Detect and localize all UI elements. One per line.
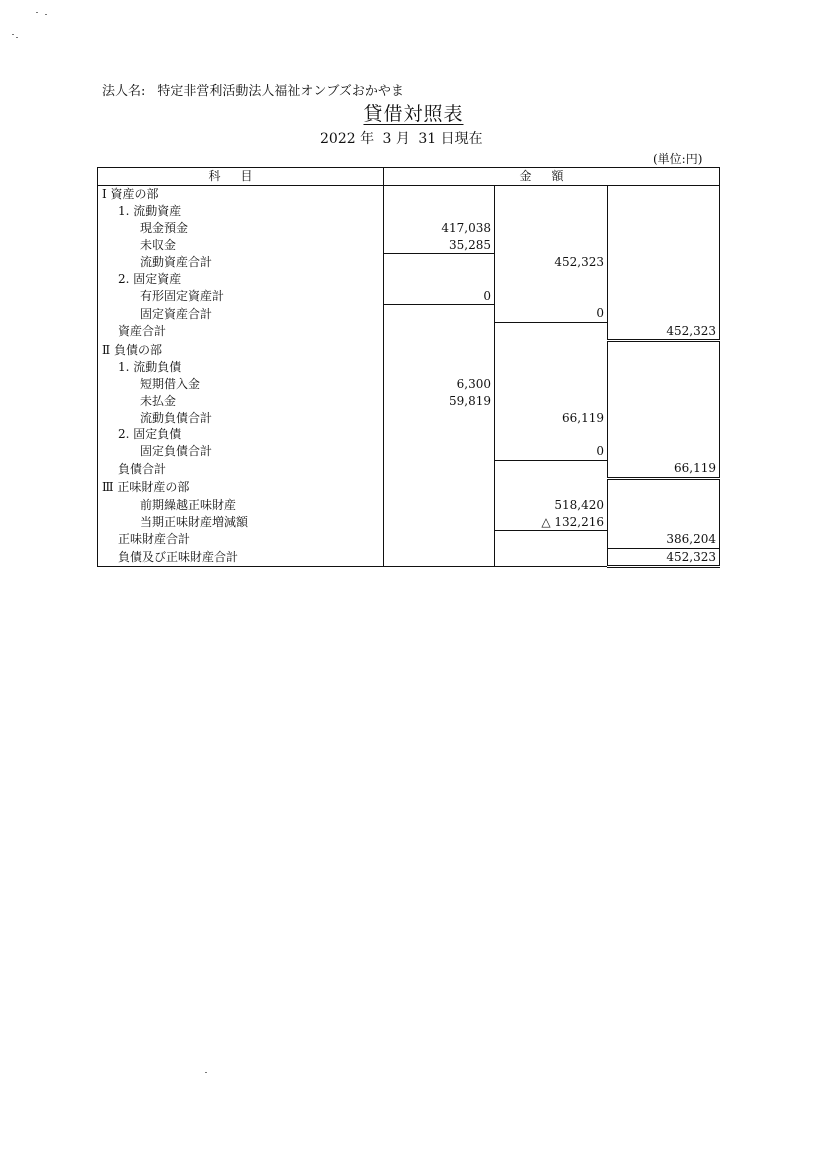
table-row bbox=[98, 548, 720, 567]
amount-col-2 bbox=[495, 271, 608, 288]
document-title bbox=[0, 99, 827, 126]
amount-col-3: 386,204 bbox=[608, 531, 720, 548]
balance-sheet-table bbox=[97, 167, 720, 568]
amount-col-1 bbox=[384, 322, 495, 340]
amount-col-2 bbox=[495, 322, 608, 340]
table-row bbox=[98, 409, 720, 426]
row-label: Ⅱ 負債の部 bbox=[98, 340, 384, 358]
row-label: 正味財産合計 bbox=[98, 531, 384, 548]
amount-col-3 bbox=[608, 392, 720, 409]
amount-col-2: 0 bbox=[495, 305, 608, 322]
amount-col-3 bbox=[608, 236, 720, 253]
table-row bbox=[98, 322, 720, 340]
table-body bbox=[98, 185, 720, 567]
amount-col-3: 66,119 bbox=[608, 460, 720, 478]
amount-col-1: 417,038 bbox=[384, 219, 495, 236]
amount-col-1 bbox=[384, 253, 495, 270]
row-label: 前期繰越正味財産 bbox=[98, 497, 384, 514]
row-label: Ⅲ 正味財産の部 bbox=[98, 478, 384, 496]
table-header-row bbox=[98, 168, 720, 186]
amount-col-2 bbox=[495, 219, 608, 236]
amount-col-2: 66,119 bbox=[495, 409, 608, 426]
row-label: 資産合計 bbox=[98, 322, 384, 340]
amount-col-3 bbox=[608, 376, 720, 393]
amount-col-3 bbox=[608, 497, 720, 514]
amount-col-1: 35,285 bbox=[384, 236, 495, 253]
organization-name: 特定非営利活動法人福祉オンブズおかやま bbox=[157, 84, 404, 99]
amount-col-1: 59,819 bbox=[384, 392, 495, 409]
row-label: 固定負債合計 bbox=[98, 443, 384, 460]
amount-col-1 bbox=[384, 478, 495, 496]
amount-col-1 bbox=[384, 409, 495, 426]
table-row bbox=[98, 359, 720, 376]
amount-col-3 bbox=[608, 203, 720, 220]
amount-col-3: 452,323 bbox=[608, 548, 720, 567]
table-row bbox=[98, 185, 720, 202]
table-row bbox=[98, 426, 720, 443]
amount-col-2 bbox=[495, 460, 608, 478]
amount-col-3 bbox=[608, 359, 720, 376]
table-row bbox=[98, 253, 720, 270]
amount-col-1 bbox=[384, 426, 495, 443]
amount-col-3 bbox=[608, 288, 720, 305]
table-row bbox=[98, 497, 720, 514]
amount-col-1 bbox=[384, 443, 495, 460]
amount-col-1: 0 bbox=[384, 288, 495, 305]
table-row bbox=[98, 271, 720, 288]
row-label: 1. 流動負債 bbox=[98, 359, 384, 376]
row-label: 負債合計 bbox=[98, 460, 384, 478]
amount-col-2 bbox=[495, 531, 608, 548]
table-row bbox=[98, 219, 720, 236]
scan-speck bbox=[205, 1072, 207, 1073]
row-label: 2. 固定資産 bbox=[98, 271, 384, 288]
table-row bbox=[98, 376, 720, 393]
amount-col-2 bbox=[495, 426, 608, 443]
amount-col-2: 518,420 bbox=[495, 497, 608, 514]
amount-col-3 bbox=[608, 185, 720, 202]
scan-speck bbox=[16, 37, 18, 38]
row-label: 有形固定資産計 bbox=[98, 288, 384, 305]
table-row bbox=[98, 203, 720, 220]
amount-col-1 bbox=[384, 497, 495, 514]
amount-col-2 bbox=[495, 548, 608, 567]
organization-label: 法人名: bbox=[102, 84, 146, 99]
amount-col-3 bbox=[608, 219, 720, 236]
amount-col-1 bbox=[384, 460, 495, 478]
organization-line bbox=[102, 80, 404, 99]
scan-speck bbox=[36, 12, 38, 13]
row-label: 固定資産合計 bbox=[98, 305, 384, 322]
amount-col-3 bbox=[608, 305, 720, 322]
amount-col-1 bbox=[384, 359, 495, 376]
row-label: 未払金 bbox=[98, 392, 384, 409]
row-label: Ⅰ 資産の部 bbox=[98, 185, 384, 202]
amount-col-1 bbox=[384, 271, 495, 288]
row-label: 1. 流動資産 bbox=[98, 203, 384, 220]
unit-label: (単位:円) bbox=[653, 152, 703, 166]
amount-col-2 bbox=[495, 288, 608, 305]
amount-col-2 bbox=[495, 236, 608, 253]
table-row bbox=[98, 236, 720, 253]
amount-col-2: 0 bbox=[495, 443, 608, 460]
scan-speck bbox=[12, 34, 14, 35]
amount-col-3 bbox=[608, 253, 720, 270]
amount-col-3 bbox=[608, 513, 720, 530]
table-row bbox=[98, 478, 720, 496]
amount-col-1 bbox=[384, 185, 495, 202]
header-subject: 科目 bbox=[98, 168, 384, 186]
date-year: 2022 年 bbox=[320, 131, 375, 147]
amount-col-2: △ 132,216 bbox=[495, 513, 608, 530]
row-label: 未収金 bbox=[98, 236, 384, 253]
amount-col-1 bbox=[384, 513, 495, 530]
amount-col-2 bbox=[495, 340, 608, 358]
amount-col-2 bbox=[495, 359, 608, 376]
table-row bbox=[98, 513, 720, 530]
amount-col-3 bbox=[608, 443, 720, 460]
amount-col-2 bbox=[495, 478, 608, 496]
amount-col-3: 452,323 bbox=[608, 322, 720, 340]
amount-col-3 bbox=[608, 409, 720, 426]
row-label: 負債及び正味財産合計 bbox=[98, 548, 384, 567]
amount-col-3 bbox=[608, 426, 720, 443]
amount-col-2 bbox=[495, 185, 608, 202]
table-row bbox=[98, 392, 720, 409]
header-amount: 金額 bbox=[384, 168, 720, 186]
amount-col-1 bbox=[384, 305, 495, 322]
row-label: 現金預金 bbox=[98, 219, 384, 236]
amount-col-1 bbox=[384, 340, 495, 358]
amount-col-1 bbox=[384, 531, 495, 548]
row-label: 当期正味財産増減額 bbox=[98, 513, 384, 530]
date-month: 3 月 bbox=[382, 131, 410, 147]
amount-col-2: 452,323 bbox=[495, 253, 608, 270]
row-label: 流動負債合計 bbox=[98, 409, 384, 426]
amount-col-3 bbox=[608, 478, 720, 496]
amount-col-3 bbox=[608, 340, 720, 358]
amount-col-1 bbox=[384, 548, 495, 567]
amount-col-1 bbox=[384, 203, 495, 220]
row-label: 2. 固定負債 bbox=[98, 426, 384, 443]
amount-col-2 bbox=[495, 376, 608, 393]
table-row bbox=[98, 288, 720, 305]
scan-speck bbox=[45, 14, 47, 15]
table-row bbox=[98, 305, 720, 322]
table-row bbox=[98, 460, 720, 478]
amount-col-2 bbox=[495, 203, 608, 220]
row-label: 流動資産合計 bbox=[98, 253, 384, 270]
amount-col-3 bbox=[608, 271, 720, 288]
amount-col-2 bbox=[495, 392, 608, 409]
title-text: 貸借対照表 bbox=[363, 103, 464, 125]
table-row bbox=[98, 443, 720, 460]
table-row bbox=[98, 531, 720, 548]
amount-col-1: 6,300 bbox=[384, 376, 495, 393]
table-row bbox=[98, 340, 720, 358]
row-label: 短期借入金 bbox=[98, 376, 384, 393]
report-date bbox=[320, 128, 487, 148]
date-day: 31 日現在 bbox=[418, 131, 483, 147]
